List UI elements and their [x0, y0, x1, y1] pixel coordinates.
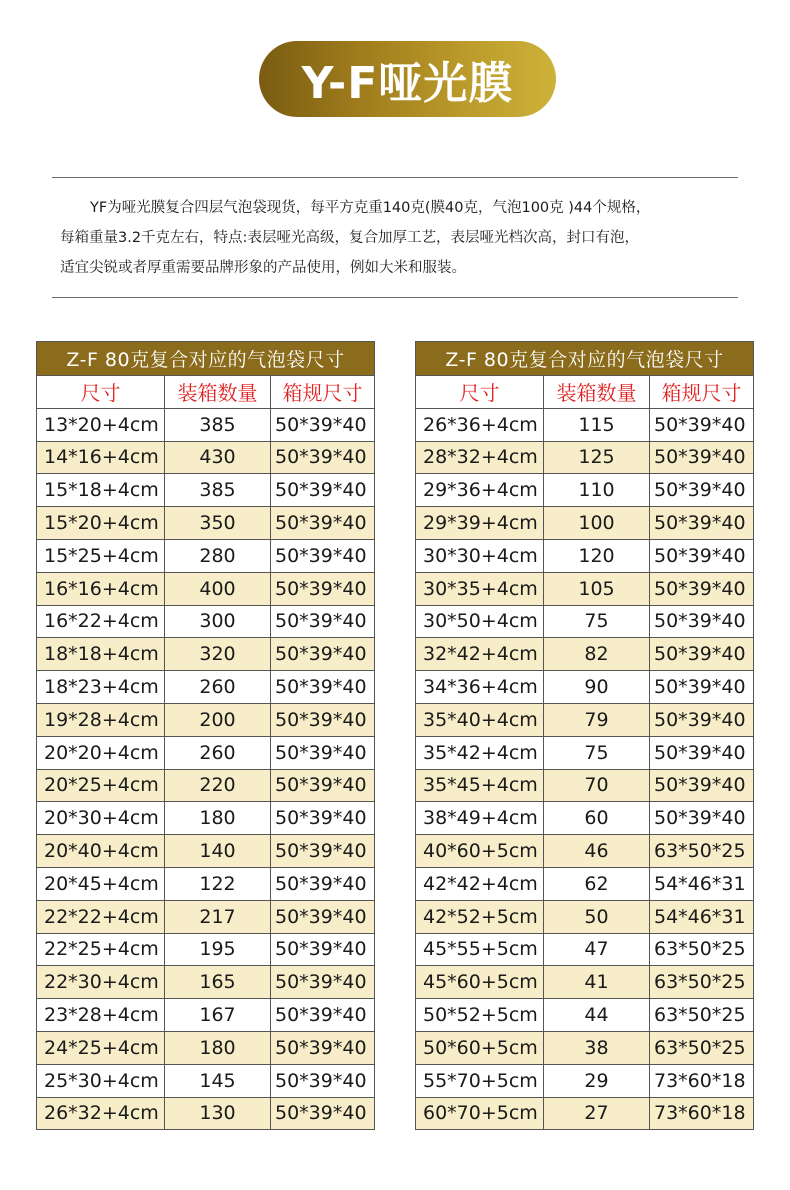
size-cell: 22*25+4cm — [37, 933, 165, 966]
table-row — [37, 605, 375, 638]
quantity-cell: 145 — [165, 1064, 271, 1097]
box-size-cell: 50*39*40 — [650, 507, 754, 540]
box-size-cell: 73*60*18 — [650, 1097, 754, 1130]
table-row — [37, 539, 375, 572]
column-header-quantity: 装箱数量 — [544, 376, 650, 409]
quantity-cell: 217 — [165, 900, 271, 933]
size-cell: 20*45+4cm — [37, 867, 165, 900]
size-cell: 15*20+4cm — [37, 507, 165, 540]
size-cell: 22*22+4cm — [37, 900, 165, 933]
size-cell: 30*50+4cm — [416, 605, 544, 638]
box-size-cell: 63*50*25 — [650, 933, 754, 966]
column-header-size: 尺寸 — [416, 376, 544, 409]
box-size-cell: 50*39*40 — [271, 507, 375, 540]
table-row — [37, 671, 375, 704]
table-row — [416, 736, 754, 769]
box-size-cell: 50*39*40 — [271, 539, 375, 572]
box-size-cell: 50*39*40 — [650, 572, 754, 605]
table-row — [37, 835, 375, 868]
box-size-cell: 50*39*40 — [271, 900, 375, 933]
table-row — [416, 671, 754, 704]
table-body — [416, 408, 754, 1130]
table-row — [416, 605, 754, 638]
size-cell: 20*25+4cm — [37, 769, 165, 802]
box-size-cell: 50*39*40 — [271, 441, 375, 474]
table-row — [416, 441, 754, 474]
table-row — [37, 933, 375, 966]
table-row — [416, 638, 754, 671]
quantity-cell: 100 — [544, 507, 650, 540]
quantity-cell: 105 — [544, 572, 650, 605]
box-size-cell: 50*39*40 — [650, 703, 754, 736]
quantity-cell: 385 — [165, 408, 271, 441]
quantity-cell: 75 — [544, 605, 650, 638]
box-size-cell: 50*39*40 — [271, 835, 375, 868]
quantity-cell: 82 — [544, 638, 650, 671]
box-size-cell: 50*39*40 — [650, 638, 754, 671]
box-size-cell: 50*39*40 — [271, 1097, 375, 1130]
box-size-cell: 50*39*40 — [650, 441, 754, 474]
box-size-cell: 50*39*40 — [271, 802, 375, 835]
quantity-cell: 27 — [544, 1097, 650, 1130]
quantity-cell: 167 — [165, 999, 271, 1032]
size-cell: 16*16+4cm — [37, 572, 165, 605]
quantity-cell: 47 — [544, 933, 650, 966]
quantity-cell: 41 — [544, 966, 650, 999]
table-row — [416, 933, 754, 966]
box-size-cell: 50*39*40 — [650, 769, 754, 802]
box-size-cell: 73*60*18 — [650, 1064, 754, 1097]
size-cell: 28*32+4cm — [416, 441, 544, 474]
box-size-cell: 50*39*40 — [650, 408, 754, 441]
box-size-cell: 50*39*40 — [650, 474, 754, 507]
column-header-box-size: 箱规尺寸 — [271, 376, 375, 409]
quantity-cell: 120 — [544, 539, 650, 572]
box-size-cell: 50*39*40 — [271, 474, 375, 507]
box-size-cell: 50*39*40 — [650, 736, 754, 769]
quantity-cell: 200 — [165, 703, 271, 736]
quantity-cell: 180 — [165, 802, 271, 835]
box-size-cell: 54*46*31 — [650, 867, 754, 900]
quantity-cell: 140 — [165, 835, 271, 868]
size-cell: 29*39+4cm — [416, 507, 544, 540]
size-cell: 35*40+4cm — [416, 703, 544, 736]
size-table-left — [36, 341, 375, 1130]
quantity-cell: 320 — [165, 638, 271, 671]
table-row — [416, 474, 754, 507]
box-size-cell: 63*50*25 — [650, 999, 754, 1032]
size-cell: 25*30+4cm — [37, 1064, 165, 1097]
quantity-cell: 110 — [544, 474, 650, 507]
size-cell: 20*40+4cm — [37, 835, 165, 868]
quantity-cell: 130 — [165, 1097, 271, 1130]
size-cell: 45*60+5cm — [416, 966, 544, 999]
size-table-right — [415, 341, 754, 1130]
table-row — [416, 867, 754, 900]
quantity-cell: 195 — [165, 933, 271, 966]
size-cell: 24*25+4cm — [37, 1031, 165, 1064]
box-size-cell: 50*39*40 — [271, 966, 375, 999]
table-row — [416, 539, 754, 572]
column-header-quantity: 装箱数量 — [165, 376, 271, 409]
size-cell: 38*49+4cm — [416, 802, 544, 835]
box-size-cell: 50*39*40 — [271, 703, 375, 736]
table-row — [416, 703, 754, 736]
quantity-cell: 62 — [544, 867, 650, 900]
box-size-cell: 50*39*40 — [271, 605, 375, 638]
column-header-box-size: 箱规尺寸 — [650, 376, 754, 409]
quantity-cell: 180 — [165, 1031, 271, 1064]
table-row — [37, 507, 375, 540]
quantity-cell: 125 — [544, 441, 650, 474]
table-row — [37, 966, 375, 999]
quantity-cell: 79 — [544, 703, 650, 736]
size-cell: 42*42+4cm — [416, 867, 544, 900]
table-row — [37, 802, 375, 835]
size-cell: 22*30+4cm — [37, 966, 165, 999]
size-cell: 15*25+4cm — [37, 539, 165, 572]
size-cell: 30*35+4cm — [416, 572, 544, 605]
box-size-cell: 50*39*40 — [650, 802, 754, 835]
table-row — [37, 736, 375, 769]
size-cell: 45*55+5cm — [416, 933, 544, 966]
quantity-cell: 46 — [544, 835, 650, 868]
quantity-cell: 44 — [544, 999, 650, 1032]
quantity-cell: 400 — [165, 572, 271, 605]
size-cell: 20*30+4cm — [37, 802, 165, 835]
box-size-cell: 50*39*40 — [271, 1031, 375, 1064]
table-row — [416, 572, 754, 605]
size-cell: 18*23+4cm — [37, 671, 165, 704]
table-row — [416, 802, 754, 835]
size-cell: 20*20+4cm — [37, 736, 165, 769]
size-cell: 19*28+4cm — [37, 703, 165, 736]
divider-bottom — [52, 297, 738, 298]
quantity-cell: 50 — [544, 900, 650, 933]
box-size-cell: 50*39*40 — [650, 539, 754, 572]
size-cell: 18*18+4cm — [37, 638, 165, 671]
description-line-3: 适宜尖锐或者厚重需要品牌形象的产品使用，例如大米和服装。 — [60, 260, 466, 276]
table-row — [37, 769, 375, 802]
table-row — [37, 441, 375, 474]
quantity-cell: 122 — [165, 867, 271, 900]
quantity-cell: 90 — [544, 671, 650, 704]
table-row — [37, 999, 375, 1032]
quantity-cell: 350 — [165, 507, 271, 540]
page-title: Y-F哑光膜 — [259, 41, 556, 117]
size-cell: 35*42+4cm — [416, 736, 544, 769]
size-cell: 13*20+4cm — [37, 408, 165, 441]
table-row — [416, 835, 754, 868]
table-row — [416, 769, 754, 802]
table-row — [37, 1031, 375, 1064]
quantity-cell: 70 — [544, 769, 650, 802]
size-cell: 29*36+4cm — [416, 474, 544, 507]
size-cell: 50*60+5cm — [416, 1031, 544, 1064]
box-size-cell: 50*39*40 — [271, 638, 375, 671]
quantity-cell: 280 — [165, 539, 271, 572]
table-caption: Z-F 80克复合对应的气泡袋尺寸 — [416, 342, 754, 376]
box-size-cell: 50*39*40 — [271, 671, 375, 704]
table-caption: Z-F 80克复合对应的气泡袋尺寸 — [37, 342, 375, 376]
size-cell: 50*52+5cm — [416, 999, 544, 1032]
size-cell: 55*70+5cm — [416, 1064, 544, 1097]
box-size-cell: 63*50*25 — [650, 1031, 754, 1064]
divider-top — [52, 177, 738, 178]
box-size-cell: 50*39*40 — [650, 605, 754, 638]
table-row — [416, 966, 754, 999]
size-cell: 14*16+4cm — [37, 441, 165, 474]
table-row — [37, 703, 375, 736]
box-size-cell: 50*39*40 — [271, 408, 375, 441]
description-line-2: 每箱重量3.2千克左右，特点:表层哑光高级，复合加厚工艺，表层哑光档次高，封口有泡， — [60, 230, 639, 246]
quantity-cell: 75 — [544, 736, 650, 769]
quantity-cell: 220 — [165, 769, 271, 802]
table-row — [37, 474, 375, 507]
size-cell: 26*36+4cm — [416, 408, 544, 441]
column-header-size: 尺寸 — [37, 376, 165, 409]
table-row — [37, 1064, 375, 1097]
quantity-cell: 385 — [165, 474, 271, 507]
box-size-cell: 50*39*40 — [271, 933, 375, 966]
box-size-cell: 63*50*25 — [650, 835, 754, 868]
quantity-cell: 260 — [165, 736, 271, 769]
box-size-cell: 50*39*40 — [271, 867, 375, 900]
quantity-cell: 115 — [544, 408, 650, 441]
table-row — [37, 408, 375, 441]
table-row — [37, 900, 375, 933]
box-size-cell: 50*39*40 — [271, 769, 375, 802]
product-description — [60, 193, 740, 283]
size-cell: 40*60+5cm — [416, 835, 544, 868]
box-size-cell: 50*39*40 — [271, 1064, 375, 1097]
table-row — [416, 507, 754, 540]
box-size-cell: 50*39*40 — [271, 572, 375, 605]
quantity-cell: 60 — [544, 802, 650, 835]
quantity-cell: 38 — [544, 1031, 650, 1064]
description-line-1: YF为哑光膜复合四层气泡袋现货，每平方克重140克(膜40克，气泡100克 )44个规格， — [90, 200, 651, 216]
table-row — [37, 572, 375, 605]
table-row — [416, 408, 754, 441]
box-size-cell: 50*39*40 — [650, 671, 754, 704]
size-cell: 32*42+4cm — [416, 638, 544, 671]
quantity-cell: 260 — [165, 671, 271, 704]
table-row — [37, 1097, 375, 1130]
box-size-cell: 54*46*31 — [650, 900, 754, 933]
box-size-cell: 50*39*40 — [271, 999, 375, 1032]
size-cell: 30*30+4cm — [416, 539, 544, 572]
size-cell: 34*36+4cm — [416, 671, 544, 704]
size-cell: 23*28+4cm — [37, 999, 165, 1032]
size-cell: 16*22+4cm — [37, 605, 165, 638]
quantity-cell: 430 — [165, 441, 271, 474]
table-body — [37, 408, 375, 1130]
box-size-cell: 50*39*40 — [271, 736, 375, 769]
quantity-cell: 165 — [165, 966, 271, 999]
size-cell: 15*18+4cm — [37, 474, 165, 507]
table-row — [416, 1097, 754, 1130]
table-row — [416, 900, 754, 933]
table-row — [37, 638, 375, 671]
quantity-cell: 29 — [544, 1064, 650, 1097]
size-cell: 26*32+4cm — [37, 1097, 165, 1130]
table-row — [416, 1031, 754, 1064]
quantity-cell: 300 — [165, 605, 271, 638]
table-row — [416, 999, 754, 1032]
size-cell: 60*70+5cm — [416, 1097, 544, 1130]
box-size-cell: 63*50*25 — [650, 966, 754, 999]
size-cell: 35*45+4cm — [416, 769, 544, 802]
table-row — [416, 1064, 754, 1097]
table-row — [37, 867, 375, 900]
size-cell: 42*52+5cm — [416, 900, 544, 933]
